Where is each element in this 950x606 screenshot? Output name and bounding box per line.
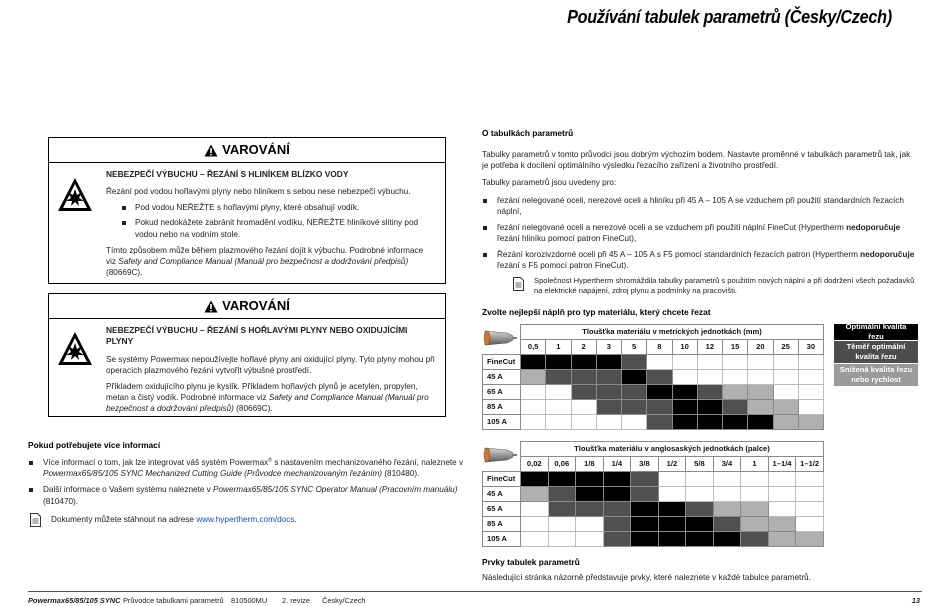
list-item: řezání nelegované oceli, nerezové oceli a hliníku při 45 A – 105 A se vzduchem při použití standardních řezacích náplní, (482, 195, 918, 217)
quality-cell (672, 370, 697, 385)
quality-cell (571, 370, 596, 385)
section-heading: Prvky tabulek parametrů (482, 557, 580, 567)
about-section (482, 128, 918, 296)
quality-cell (622, 415, 647, 430)
quality-cell (796, 487, 824, 502)
warning-text: Řezání pod vodou hořlavými plyny nebo hliníkem s sebou nese nebezpečí výbuchu. (106, 187, 411, 197)
quality-cell (546, 355, 571, 370)
quality-cell (773, 355, 798, 370)
quality-cell (571, 385, 596, 400)
quality-cell (622, 400, 647, 415)
quality-cell (576, 517, 604, 532)
about-note: Společnost Hypertherm shromáždila tabulky parametrů s použitím nových náplní a při dodržení všech požadavků na elektrické napájení, zdroj plynu a podmínky na pracovišti. (482, 276, 918, 297)
warning-triangle-icon (204, 300, 218, 313)
quality-cell (647, 385, 672, 400)
thickness-column-header: 1 (741, 457, 769, 472)
paragraph: Tabulky parametrů jsou uvedeny pro: (482, 178, 617, 188)
quality-cell (798, 415, 823, 430)
quality-cell (546, 400, 571, 415)
quality-cell (631, 502, 659, 517)
thickness-column-header: 12 (697, 340, 722, 355)
footer-language: Česky/Czech (322, 596, 366, 605)
quality-cell (596, 355, 621, 370)
quality-cell (576, 532, 604, 547)
cartridge-label: 85 A (483, 400, 521, 415)
table-row (483, 415, 824, 430)
quality-cell (521, 517, 549, 532)
footer-part: 810500MU (231, 596, 268, 605)
warning-label: VAROVÁNÍ (222, 142, 290, 158)
quality-cell (548, 532, 576, 547)
quality-cell (741, 487, 769, 502)
quality-cell (672, 355, 697, 370)
footer-divider (28, 591, 922, 592)
footer-product: Powermax65/85/105 SYNC (28, 596, 121, 605)
thickness-column-header: 10 (672, 340, 697, 355)
more-info-section (28, 440, 468, 527)
quality-cell (546, 385, 571, 400)
metric-thickness-table (482, 324, 824, 430)
thickness-column-header: 0,06 (548, 457, 576, 472)
cartridge-cell (483, 325, 521, 355)
quality-cell (796, 472, 824, 487)
legend-reduced: Snížená kvalita řezu nebo rychlost (834, 364, 918, 386)
quality-cell (748, 385, 773, 400)
warning-header (49, 138, 445, 163)
table-title: Tloušťka materiálu v metrických jednotkách (mm) (521, 325, 824, 340)
thickness-column-header: 5 (622, 340, 647, 355)
warning-text: Se systémy Powermax nepoužívejte hořlavé plyny ani oxidující plyny. Tyto plyny mohou při operacích plazmového řezání vytvořit výbušné prostředí. (106, 354, 435, 375)
cartridge-label: 45 A (483, 487, 521, 502)
quality-cell (697, 355, 722, 370)
warning-triangle-icon (204, 144, 218, 157)
quality-cell (713, 472, 741, 487)
quality-cell (647, 355, 672, 370)
quality-cell (768, 502, 796, 517)
quality-cell (748, 400, 773, 415)
quality-cell (521, 502, 549, 517)
quality-cell (521, 487, 549, 502)
cartridge-label: FineCut (483, 472, 521, 487)
quality-cell (622, 370, 647, 385)
quality-cell (631, 472, 659, 487)
quality-cell (658, 502, 686, 517)
quality-cell (723, 415, 748, 430)
table-row (483, 400, 824, 415)
thickness-column-header: 1/4 (603, 457, 631, 472)
explosion-hazard-icon (55, 329, 95, 369)
warning-list (106, 202, 435, 239)
quality-cell (741, 517, 769, 532)
quality-cell (658, 472, 686, 487)
quality-cell (603, 517, 631, 532)
quality-cell (741, 472, 769, 487)
paragraph: Následující stránka názorně představuje prvky, které naleznete v každé tabulce parametrů. (482, 573, 811, 583)
thickness-column-header: 1–1/4 (768, 457, 796, 472)
legend-optimal: Optimální kvalita řezu (834, 324, 918, 340)
quality-cell (631, 487, 659, 502)
page-title: Používání tabulek parametrů (Česky/Czech) (567, 7, 892, 27)
quality-cell (596, 370, 621, 385)
footer-page-number: 13 (911, 596, 920, 605)
quality-cell (521, 370, 546, 385)
quality-cell (548, 487, 576, 502)
cartridge-label: 65 A (483, 385, 521, 400)
thickness-column-header: 1–1/2 (796, 457, 824, 472)
table-row (483, 487, 824, 502)
quality-cell (798, 400, 823, 415)
thickness-column-header: 30 (798, 340, 823, 355)
quality-cell (768, 532, 796, 547)
quality-cell (748, 370, 773, 385)
table-row (483, 517, 824, 532)
quality-cell (713, 487, 741, 502)
quality-cell (723, 400, 748, 415)
quality-cell (576, 472, 604, 487)
quality-cell (631, 532, 659, 547)
quality-cell (741, 502, 769, 517)
quality-cell (548, 502, 576, 517)
warning-reference: Tímto způsobem může během plazmového řezání dojít k výbuchu. Podrobné informace viz Safety and Compliance Manual (Manuál pro bezpečnost a dodržování předpisů) (80669C). (106, 245, 424, 277)
cartridge-label: FineCut (483, 355, 521, 370)
quality-cell (603, 532, 631, 547)
quality-cell (622, 385, 647, 400)
warning-box-aluminum (48, 137, 446, 284)
quality-cell (686, 532, 714, 547)
cartridge-icon (483, 443, 519, 467)
quality-cell (697, 415, 722, 430)
quality-cell (686, 472, 714, 487)
quality-cell (548, 472, 576, 487)
thickness-column-header: 1/8 (576, 457, 604, 472)
thickness-column-header: 1 (546, 340, 571, 355)
thickness-column-header: 2 (571, 340, 596, 355)
quality-cell (768, 517, 796, 532)
quality-cell (596, 415, 621, 430)
quality-cell (603, 487, 631, 502)
footer-revision: 2. revize (282, 596, 310, 605)
quality-cell (647, 370, 672, 385)
quality-cell (596, 400, 621, 415)
cartridge-label: 85 A (483, 517, 521, 532)
cartridge-label: 105 A (483, 415, 521, 430)
quality-cell (546, 415, 571, 430)
quality-cell (768, 472, 796, 487)
table-title: Tloušťka materiálu v anglosaských jednotkách (palce) (521, 442, 824, 457)
quality-cell (713, 532, 741, 547)
quality-cell (713, 517, 741, 532)
cartridge-label: 105 A (483, 532, 521, 547)
quality-cell (672, 415, 697, 430)
warning-heading: NEBEZPEČÍ VÝBUCHU – ŘEZÁNÍ S HOŘLAVÝMI PLYNY NEBO OXIDUJÍCÍMI PLYNY (106, 325, 408, 347)
imperial-thickness-table (482, 441, 824, 547)
quality-cell (773, 400, 798, 415)
quality-cell (647, 400, 672, 415)
quality-cell (658, 532, 686, 547)
quality-cell (796, 532, 824, 547)
list-item: Řezání korozivzdorné oceli při 45 A – 105 A s F5 pomocí standardních řezacích patron (Hypertherm nedoporučuje řezání s F5 pomocí patron FineCut). (482, 249, 918, 271)
cartridge-label: 65 A (483, 502, 521, 517)
quality-cell (631, 517, 659, 532)
table-row (483, 502, 824, 517)
quality-cell (748, 415, 773, 430)
about-list (482, 195, 918, 271)
quality-cell (697, 370, 722, 385)
quality-cell (686, 487, 714, 502)
quality-cell (773, 385, 798, 400)
quality-cell (521, 385, 546, 400)
explosion-hazard-icon (55, 175, 95, 215)
quality-cell (798, 385, 823, 400)
quality-cell (798, 355, 823, 370)
quality-cell (603, 502, 631, 517)
elements-section (482, 557, 918, 583)
thickness-column-header: 8 (647, 340, 672, 355)
list-item: Více informací o tom, jak lze integrovat váš systém Powermax® s nastavením mechanizovaného řezání, naleznete v Powermax65/85/105 SYNC Mechanized Cutting Guide (Průvodce mechanizovaným řezáním) (810480). (28, 457, 468, 479)
quality-cell (596, 385, 621, 400)
quality-cell (622, 355, 647, 370)
quality-cell (723, 385, 748, 400)
quality-cell (548, 517, 576, 532)
warning-reference: Příkladem oxidujícího plynu je kyslík. Příkladem hořlavých plynů je acetylen, propylen, metan a čistý vodík. Podrobné informace viz Safety and Compliance Manual (Manuál pro bezpečnost a dodržování předpisů) (80669C). (106, 381, 429, 413)
table-row (483, 385, 824, 400)
docs-link[interactable]: www.hypertherm.com/docs (196, 514, 295, 524)
quality-cell (521, 415, 546, 430)
cartridge-cell (483, 442, 521, 472)
quality-cell (686, 517, 714, 532)
quality-cell (773, 415, 798, 430)
quality-cell (796, 502, 824, 517)
quality-cell (741, 532, 769, 547)
quality-cell (571, 400, 596, 415)
quality-cell (647, 415, 672, 430)
quality-cell (723, 355, 748, 370)
quality-cell (521, 532, 549, 547)
thickness-column-header: 3 (596, 340, 621, 355)
thickness-column-header: 1/2 (658, 457, 686, 472)
section-heading: O tabulkách parametrů (482, 128, 574, 138)
thickness-column-header: 5/8 (686, 457, 714, 472)
quality-cell (521, 400, 546, 415)
warning-box-flammable-gases (48, 293, 446, 417)
document-icon (513, 277, 524, 291)
quality-cell (697, 385, 722, 400)
quality-cell (697, 400, 722, 415)
quality-cell (672, 400, 697, 415)
cartridge-label: 45 A (483, 370, 521, 385)
cartridge-icon (483, 326, 519, 350)
document-icon (30, 513, 41, 527)
thickness-column-header: 0,5 (521, 340, 546, 355)
more-info-list (28, 457, 468, 506)
paragraph: Tabulky parametrů v tomto průvodci jsou dobrým výchozím bodem. Nastavte proměnné v tabulkách parametrů tak, jak je potřeba k docílení optimálního výsledku řezacího zařízení a životního prostředí. (482, 150, 911, 171)
list-item: řezání nelegované oceli a nerezové oceli a se vzduchem při použití náplní FineCut (Hypertherm nedoporučuje řezání hliníku pomocí patron FineCut), (482, 222, 918, 244)
legend-medium: Těměř optimální kvalita řezu (834, 341, 918, 363)
list-item: Další informace o Vašem systému naleznete v Powermax65/85/105 SYNC Operator Manual (Pracovním manuálu) (810470). (28, 484, 468, 506)
table-row (483, 532, 824, 547)
quality-cell (576, 487, 604, 502)
download-note: Dokumenty můžete stáhnout na adrese www.hypertherm.com/docs. (28, 512, 468, 527)
footer-guide: Průvodce tabulkami parametrů (123, 596, 224, 605)
quality-cell (773, 370, 798, 385)
quality-cell (546, 370, 571, 385)
quality-cell (748, 355, 773, 370)
quality-cell (672, 385, 697, 400)
quality-cell (658, 487, 686, 502)
quality-cell (723, 370, 748, 385)
quality-cell (576, 502, 604, 517)
quality-cell (796, 517, 824, 532)
quality-cell (521, 472, 549, 487)
quality-legend (834, 321, 918, 386)
thickness-column-header: 3/8 (631, 457, 659, 472)
quality-cell (686, 502, 714, 517)
section-heading: Pokud potřebujete více informací (28, 440, 161, 450)
table-row (483, 472, 824, 487)
warning-bullet: Pokud nedokážete zabránit hromadění vodíku, NEŘEŽTE hliníkové slitiny pod vodou nebo na vodním stole. (106, 217, 435, 239)
thickness-column-header: 20 (748, 340, 773, 355)
choose-heading: Zvolte nejlepší náplň pro typ materiálu, který chcete řezat (482, 307, 711, 317)
quality-cell (768, 487, 796, 502)
quality-cell (603, 472, 631, 487)
thickness-column-header: 3/4 (713, 457, 741, 472)
thickness-column-header: 0,02 (521, 457, 549, 472)
quality-cell (571, 415, 596, 430)
warning-heading: NEBEZPEČÍ VÝBUCHU – ŘEZÁNÍ S HLINÍKEM BLÍZKO VODY (106, 169, 349, 179)
thickness-column-header: 25 (773, 340, 798, 355)
thickness-column-header: 15 (723, 340, 748, 355)
quality-cell (521, 355, 546, 370)
warning-label: VAROVÁNÍ (222, 298, 290, 314)
table-row (483, 355, 824, 370)
table-row (483, 370, 824, 385)
warning-header (49, 294, 445, 319)
quality-cell (658, 517, 686, 532)
quality-cell (571, 355, 596, 370)
warning-bullet: Pod vodou NEŘEŽTE s hořlavými plyny, které obsahují vodík. (106, 202, 435, 213)
quality-cell (713, 502, 741, 517)
quality-cell (798, 370, 823, 385)
